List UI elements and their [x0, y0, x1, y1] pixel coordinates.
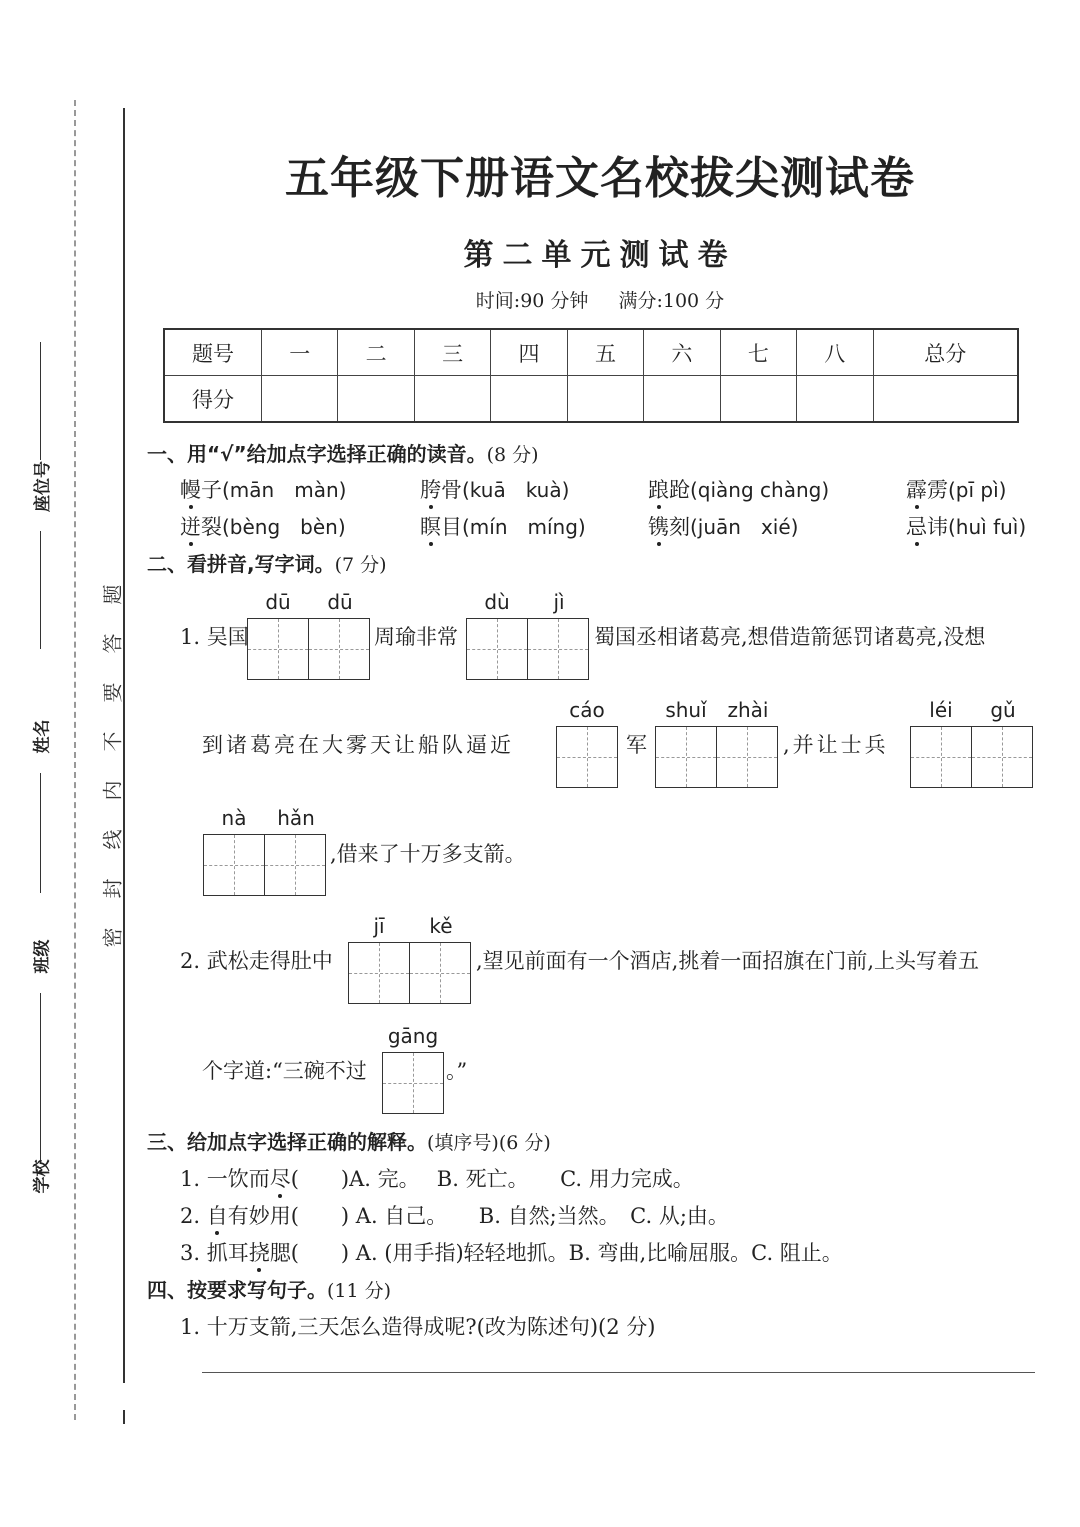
- score-table: [163, 328, 1019, 423]
- score-cell[interactable]: [567, 376, 643, 423]
- school-field[interactable]: [22, 1150, 58, 1203]
- q1-text-f: ,并让士兵: [783, 733, 889, 757]
- class-label: 班级: [32, 939, 53, 974]
- margin-rule-tail: [123, 1410, 125, 1424]
- pinyin-label: gāng: [387, 1024, 439, 1048]
- sentence-question: 1. 十万支箭,三天怎么造得成呢?(改为陈述句)(2 分): [180, 1315, 656, 1339]
- pinyin-label: shuǐ zhài: [665, 698, 769, 722]
- score-cell[interactable]: [644, 376, 720, 423]
- q2-text-d: 。”: [446, 1059, 468, 1083]
- score-cell[interactable]: [414, 376, 490, 423]
- writing-grid[interactable]: [247, 618, 370, 680]
- score-cell[interactable]: [338, 376, 414, 423]
- q1-text-c: 蜀国丞相诸葛亮,想借造箭惩罚诸葛亮,没想: [594, 625, 986, 649]
- score-cell[interactable]: [797, 376, 873, 423]
- section-1-heading: 一、用“√”给加点字选择正确的读音。(8 分): [147, 442, 539, 466]
- q2-text-a: 2. 武松走得肚中: [180, 949, 333, 973]
- pinyin-label: cáo: [569, 698, 605, 722]
- q1-text-g: ,借来了十万多支箭。: [330, 842, 526, 866]
- explanation-item[interactable]: 2. 自有妙用( ) A. 自己。 B. 自然;当然。 C. 从;由。: [180, 1204, 729, 1228]
- name-field[interactable]: [22, 710, 58, 893]
- writing-grid[interactable]: [203, 834, 326, 896]
- q2-text-b: ,望见前面有一个酒店,挑着一面招旗在门前,上头写着五: [476, 949, 980, 973]
- binding-notice: 题 答 要 不 内 线 封 密: [100, 584, 125, 948]
- pinyin-item[interactable]: 忌讳(huì fuì): [906, 515, 1027, 539]
- pinyin-item[interactable]: 踉跄(qiàng chàng): [648, 478, 830, 502]
- pinyin-item[interactable]: 幔子(mān màn): [180, 478, 347, 502]
- pinyin-item[interactable]: 霹雳(pī pì): [906, 478, 1007, 502]
- pinyin-label: dū dū: [265, 590, 353, 614]
- class-field[interactable]: [22, 930, 58, 1163]
- q2-text-c: 个字道:“三碗不过: [202, 1059, 367, 1083]
- pinyin-item[interactable]: 胯骨(kuā kuà): [420, 478, 570, 502]
- page-subtitle: 第二单元测试卷: [463, 238, 737, 273]
- writing-grid[interactable]: [910, 726, 1033, 788]
- writing-grid[interactable]: [348, 942, 471, 1004]
- explanation-item[interactable]: 3. 抓耳挠腮( ) A. (用手指)轻轻地抓。B. 弯曲,比喻屈服。C. 阻止。: [180, 1241, 843, 1265]
- writing-grid[interactable]: [556, 726, 618, 788]
- score-cell[interactable]: [491, 376, 567, 423]
- answer-line[interactable]: [202, 1372, 1035, 1373]
- score-cell[interactable]: [720, 376, 796, 423]
- score-table-score-row: 得分: [164, 376, 1018, 423]
- name-label: 姓名: [32, 719, 53, 754]
- pinyin-label: dù jì: [484, 590, 565, 614]
- q1-text-b: 周瑜非常: [374, 625, 458, 649]
- school-label: 学校: [32, 1159, 53, 1194]
- score-cell[interactable]: [873, 376, 1018, 423]
- time-limit: 时间:90 分钟: [475, 290, 589, 312]
- explanation-item[interactable]: 1. 一饮而尽( )A. 完。 B. 死亡。 C. 用力完成。: [180, 1167, 694, 1191]
- section-2-heading: 二、看拼音,写字词。(7 分): [147, 552, 387, 576]
- writing-grid[interactable]: [382, 1052, 444, 1114]
- seat-label: 座位号: [32, 461, 53, 512]
- pinyin-item[interactable]: 镌刻(juān xié): [648, 515, 799, 539]
- q1-text-a: 1. 吴国: [180, 625, 249, 649]
- score-table-header-row: 题号 一 二 三 四 五 六 七 八 总分: [164, 329, 1018, 376]
- exam-meta: [0, 286, 1080, 313]
- section-4-heading: 四、按要求写句子。(11 分): [147, 1278, 392, 1302]
- pinyin-label: nà hǎn: [221, 806, 315, 830]
- q1-text-e: 军: [626, 733, 647, 757]
- pinyin-item[interactable]: 瞑目(mín míng): [420, 515, 586, 539]
- pinyin-label: jī kě: [373, 914, 453, 938]
- pinyin-label: léi gǔ: [929, 698, 1016, 722]
- section-3-heading: 三、给加点字选择正确的解释。(填序号)(6 分): [147, 1130, 551, 1154]
- seat-number-field[interactable]: [22, 342, 58, 649]
- full-score: 满分:100 分: [618, 290, 725, 312]
- pinyin-item[interactable]: 迸裂(bèng bèn): [180, 515, 346, 539]
- writing-grid[interactable]: [655, 726, 778, 788]
- page-title: 五年级下册语文名校拔尖测试卷: [285, 153, 915, 204]
- writing-grid[interactable]: [466, 618, 589, 680]
- q1-text-d: 到诸葛亮在大雾天让船队逼近: [202, 733, 514, 757]
- score-cell[interactable]: [262, 376, 338, 423]
